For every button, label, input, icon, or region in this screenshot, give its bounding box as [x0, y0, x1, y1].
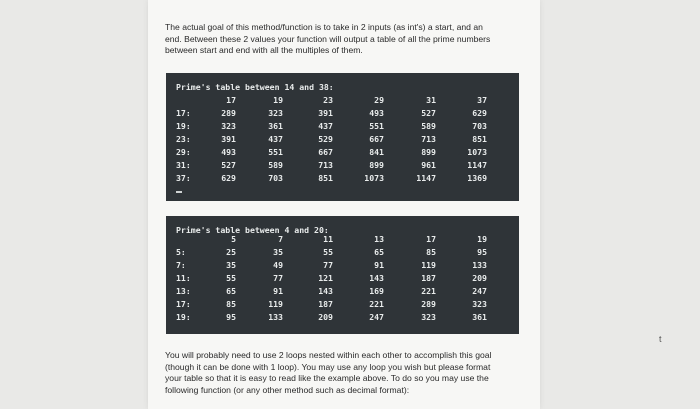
header-cell: 29 [374, 95, 384, 105]
table-cell: 119 [421, 260, 436, 270]
table-cell: 121 [318, 273, 333, 283]
table-row [166, 121, 519, 132]
table-cell: 323 [268, 108, 283, 118]
header-cell: 31 [426, 95, 436, 105]
table-cell: 247 [472, 286, 487, 296]
row-label: 31: [176, 160, 191, 170]
table-cell: 65 [374, 247, 384, 257]
table-cell: 49 [273, 260, 283, 270]
table-cell: 961 [421, 160, 436, 170]
table-cell: 703 [268, 173, 283, 183]
table-cell: 527 [421, 108, 436, 118]
intro-line: end. Between these 2 values your function will output a table of all the prime numbers [165, 33, 491, 44]
table-cell: 851 [318, 173, 333, 183]
row-label: 13: [176, 286, 191, 296]
table-cell: 529 [318, 134, 333, 144]
table-cell: 289 [421, 299, 436, 309]
table-title: Prime's table between 4 and 20: [176, 225, 329, 235]
table-cell: 209 [318, 312, 333, 322]
table-row [166, 247, 519, 258]
table-cell: 1073 [364, 173, 384, 183]
table-cell: 95 [477, 247, 487, 257]
table-cell: 91 [374, 260, 384, 270]
table-cell: 187 [421, 273, 436, 283]
row-label: 19: [176, 121, 191, 131]
table-row [166, 260, 519, 271]
table-cell: 247 [369, 312, 384, 322]
table-cell: 55 [323, 247, 333, 257]
table-cell: 143 [369, 273, 384, 283]
table-cell: 187 [318, 299, 333, 309]
table-cell: 221 [421, 286, 436, 296]
table-row [166, 160, 519, 171]
output-console-table-2 [166, 216, 519, 334]
table-cell: 361 [268, 121, 283, 131]
instructions-paragraph [165, 350, 525, 396]
header-cell: 17 [226, 95, 236, 105]
row-label: 19: [176, 312, 191, 322]
table-cell: 851 [472, 134, 487, 144]
table-cell: 221 [369, 299, 384, 309]
margin-mark: t [659, 334, 662, 344]
table-header-row [166, 95, 519, 106]
table-cell: 629 [472, 108, 487, 118]
table-cell: 589 [421, 121, 436, 131]
table-cell: 589 [268, 160, 283, 170]
table-cell: 667 [318, 147, 333, 157]
table-cell: 323 [421, 312, 436, 322]
table-cell: 77 [273, 273, 283, 283]
table-cell: 55 [226, 273, 236, 283]
table-row [166, 147, 519, 158]
header-cell: 19 [477, 234, 487, 244]
table-header-row [166, 234, 519, 245]
table-cell: 437 [318, 121, 333, 131]
table-cell: 493 [221, 147, 236, 157]
table-cell: 85 [426, 247, 436, 257]
row-label: 29: [176, 147, 191, 157]
table-cell: 713 [421, 134, 436, 144]
header-cell: 19 [273, 95, 283, 105]
row-label: 5: [176, 247, 186, 257]
table-cell: 899 [369, 160, 384, 170]
terminal-cursor [176, 191, 182, 193]
header-cell: 37 [477, 95, 487, 105]
table-cell: 703 [472, 121, 487, 131]
table-cell: 25 [226, 247, 236, 257]
table-cell: 899 [421, 147, 436, 157]
table-row [166, 173, 519, 184]
intro-paragraph [165, 22, 525, 57]
table-cell: 169 [369, 286, 384, 296]
table-cell: 551 [369, 121, 384, 131]
table-cell: 133 [268, 312, 283, 322]
row-label: 17: [176, 108, 191, 118]
header-cell: 5 [231, 234, 236, 244]
table-cell: 361 [472, 312, 487, 322]
header-cell: 13 [374, 234, 384, 244]
table-cell: 289 [221, 108, 236, 118]
instructions-line: following function (or any other method such as decimal format): [165, 384, 410, 395]
document-page [148, 0, 540, 409]
header-cell: 23 [323, 95, 333, 105]
header-cell: 11 [323, 234, 333, 244]
table-row [166, 273, 519, 284]
table-cell: 527 [221, 160, 236, 170]
table-cell: 91 [273, 286, 283, 296]
table-cell: 1369 [467, 173, 487, 183]
table-cell: 713 [318, 160, 333, 170]
table-cell: 323 [472, 299, 487, 309]
output-console-table-1 [166, 73, 519, 201]
row-label: 17: [176, 299, 191, 309]
row-label: 23: [176, 134, 191, 144]
table-cell: 65 [226, 286, 236, 296]
instructions-line: your table so that it is easy to read like the example above. To do so you may use the [165, 373, 489, 383]
table-cell: 35 [226, 260, 236, 270]
table-cell: 1073 [467, 147, 487, 157]
table-cell: 209 [472, 273, 487, 283]
row-label: 11: [176, 273, 191, 283]
instructions-line: You will probably need to use 2 loops nested within each other to accomplish this goal [165, 350, 492, 360]
instructions-line: (though it can be done with 1 loop). You may use any loop you wish but please format [165, 361, 491, 372]
row-label: 7: [176, 260, 186, 270]
table-title: Prime's table between 14 and 38: [176, 82, 334, 92]
table-cell: 667 [369, 134, 384, 144]
table-cell: 391 [221, 134, 236, 144]
table-cell: 133 [472, 260, 487, 270]
table-row [166, 312, 519, 323]
table-row [166, 299, 519, 310]
table-cell: 551 [268, 147, 283, 157]
table-cell: 391 [318, 108, 333, 118]
table-cell: 437 [268, 134, 283, 144]
table-cell: 629 [221, 173, 236, 183]
table-cell: 85 [226, 299, 236, 309]
table-cell: 143 [318, 286, 333, 296]
table-cell: 1147 [467, 160, 487, 170]
table-cell: 119 [268, 299, 283, 309]
header-cell: 17 [426, 234, 436, 244]
table-row [166, 108, 519, 119]
table-cell: 1147 [416, 173, 436, 183]
table-row [166, 286, 519, 297]
header-cell: 7 [278, 234, 283, 244]
row-label: 37: [176, 173, 191, 183]
table-row [166, 134, 519, 145]
table-cell: 493 [369, 108, 384, 118]
table-cell: 35 [273, 247, 283, 257]
table-cell: 841 [369, 147, 384, 157]
table-cell: 95 [226, 312, 236, 322]
table-cell: 77 [323, 260, 333, 270]
table-cell: 323 [221, 121, 236, 131]
intro-line: between start and end with all the multiples of them. [165, 45, 363, 55]
intro-line: The actual goal of this method/function is to take in 2 inputs (as int's) a start, and an [165, 22, 483, 32]
